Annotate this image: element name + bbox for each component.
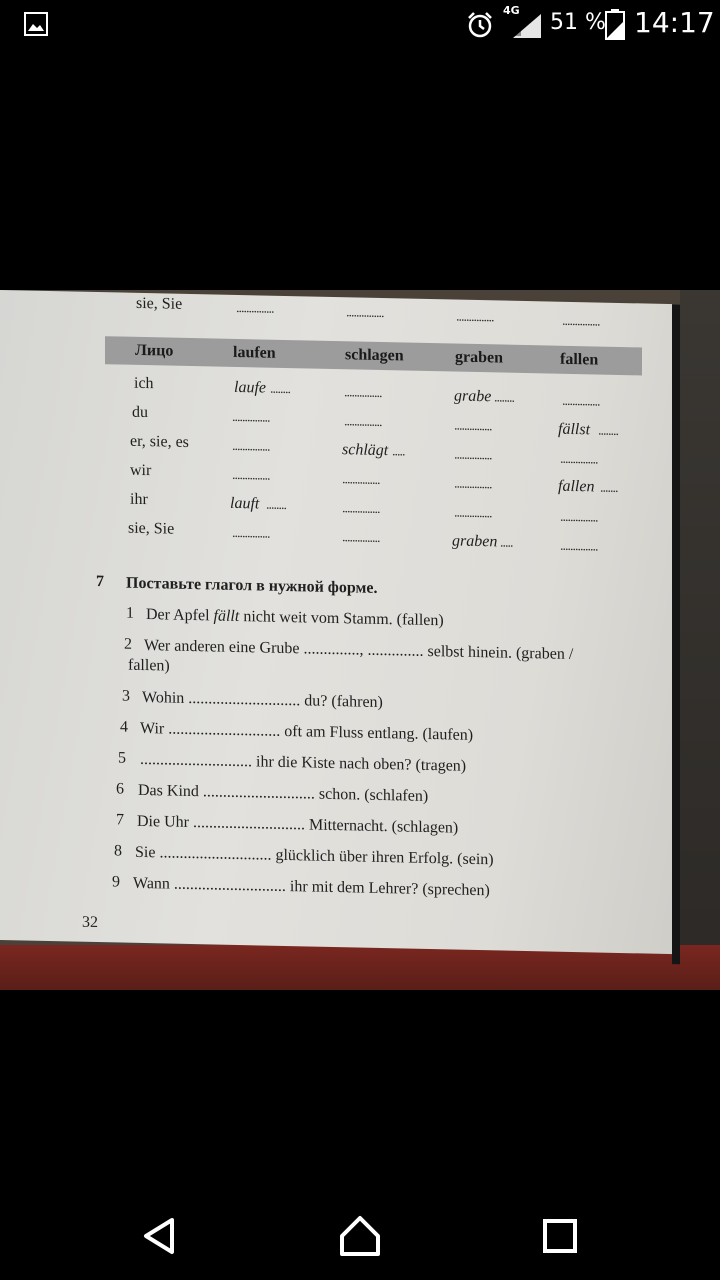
table-surface	[680, 290, 720, 990]
image-icon	[24, 12, 48, 36]
item-text-after: nicht weit vom Stamm. (fallen)	[239, 608, 444, 630]
item-text: ............................ ihr die Kiste nach oben? (tragen)	[140, 750, 467, 775]
item-text: Das Kind ............................ schon. (schlafen)	[138, 781, 429, 805]
back-icon[interactable]	[136, 1212, 184, 1260]
status-bar	[0, 0, 720, 50]
clock: 14:17	[634, 6, 715, 39]
item-number: 1	[126, 604, 134, 622]
blank: ...............	[342, 472, 380, 488]
item-number: 6	[116, 780, 124, 798]
blank: ...............	[456, 309, 494, 326]
blank: ...............	[236, 300, 274, 317]
blank: ...............	[232, 409, 270, 426]
signal-icon	[511, 12, 543, 40]
item-text: Wir ............................ oft am Fluss entlang. (laufen)	[140, 719, 474, 744]
row-person: ihr	[130, 490, 148, 509]
cell-fallen: fallen	[558, 477, 595, 496]
header-person: Лицо	[135, 341, 174, 360]
textbook-photo	[0, 290, 720, 990]
cell-schlagen: schlägt	[342, 441, 389, 460]
table-header	[105, 336, 642, 375]
header-graben: graben	[455, 348, 503, 367]
alarm-icon	[466, 11, 494, 39]
cell-graben: grabe	[454, 387, 492, 406]
blank: ...............	[454, 476, 492, 493]
blank: ...............	[560, 509, 598, 526]
blank: ...............	[560, 538, 598, 555]
item-number: 4	[120, 718, 128, 736]
item-number: 2	[124, 635, 132, 653]
header-fallen: fallen	[560, 350, 599, 369]
network-type: 4G	[503, 4, 520, 17]
row-person: sie, Sie	[128, 519, 175, 538]
item-text-before: Der Apfel	[146, 606, 214, 625]
blank: ...............	[232, 438, 270, 455]
exercise-title: Поставьте глагол в нужной форме.	[126, 574, 378, 597]
item-answer: fällt	[213, 607, 240, 626]
cell-dots: ........	[270, 381, 290, 398]
cell-dots: .....	[500, 535, 513, 551]
navigation-bar	[0, 1190, 720, 1280]
cell-fallen: fällst	[558, 420, 591, 439]
blank: ...............	[454, 418, 492, 435]
cell-laufen: lauft	[230, 494, 260, 513]
cell-dots: .....	[392, 444, 405, 460]
header-schlagen: schlagen	[345, 346, 404, 365]
blank: ...............	[342, 530, 380, 546]
battery-icon	[604, 8, 626, 40]
page-number: 32	[82, 913, 98, 932]
blank: ...............	[562, 393, 600, 410]
item-number: 7	[116, 811, 124, 829]
blank: ...............	[344, 414, 382, 430]
item-number: 8	[114, 842, 122, 860]
header-laufen: laufen	[233, 343, 276, 362]
cell-graben: graben	[452, 532, 498, 551]
row-person: wir	[130, 461, 152, 480]
item-number: 3	[122, 687, 130, 705]
row-person: er, sie, es	[130, 432, 189, 451]
cell-dots: .......	[600, 480, 618, 496]
row-person: ich	[134, 374, 154, 393]
item-text: Wann ............................ ihr mit dem Lehrer? (sprechen)	[133, 874, 490, 900]
table-top-person: sie, Sie	[136, 294, 183, 313]
item-number: 5	[118, 749, 126, 767]
page-edge	[672, 304, 680, 964]
item-text: Wer anderen eine Grube .............., .............. selbst hinein. (graben /	[144, 637, 574, 664]
exercise-number: 7	[96, 573, 104, 591]
cell-laufen: laufe	[234, 378, 266, 397]
item-text: Sie ............................ glücklich über ihren Erfolg. (sein)	[135, 843, 494, 869]
cell-dots: ........	[494, 390, 514, 406]
item-text: Die Uhr ............................ Mitternacht. (schlagen)	[137, 812, 459, 837]
row-person: du	[132, 403, 148, 422]
blank: ...............	[454, 447, 492, 464]
blank: ...............	[560, 451, 598, 468]
home-icon[interactable]	[336, 1212, 384, 1260]
blank: ...............	[344, 385, 382, 401]
recents-icon[interactable]	[536, 1212, 584, 1260]
blank: ...............	[232, 525, 270, 542]
blank: ...............	[454, 505, 492, 522]
item-number: 9	[112, 873, 120, 891]
cell-dots: ........	[266, 497, 286, 513]
blank: ...............	[346, 305, 384, 322]
blank: ...............	[342, 501, 380, 517]
textbook-page	[0, 290, 680, 954]
cell-dots: ........	[598, 423, 618, 439]
battery-percentage: 51 %	[550, 10, 606, 35]
item-text-continued: fallen)	[128, 656, 170, 675]
blank: ...............	[562, 313, 600, 330]
item-text: Wohin ............................ du? (fahren)	[142, 688, 383, 712]
blank: ...............	[232, 467, 270, 484]
item-text	[146, 606, 444, 630]
